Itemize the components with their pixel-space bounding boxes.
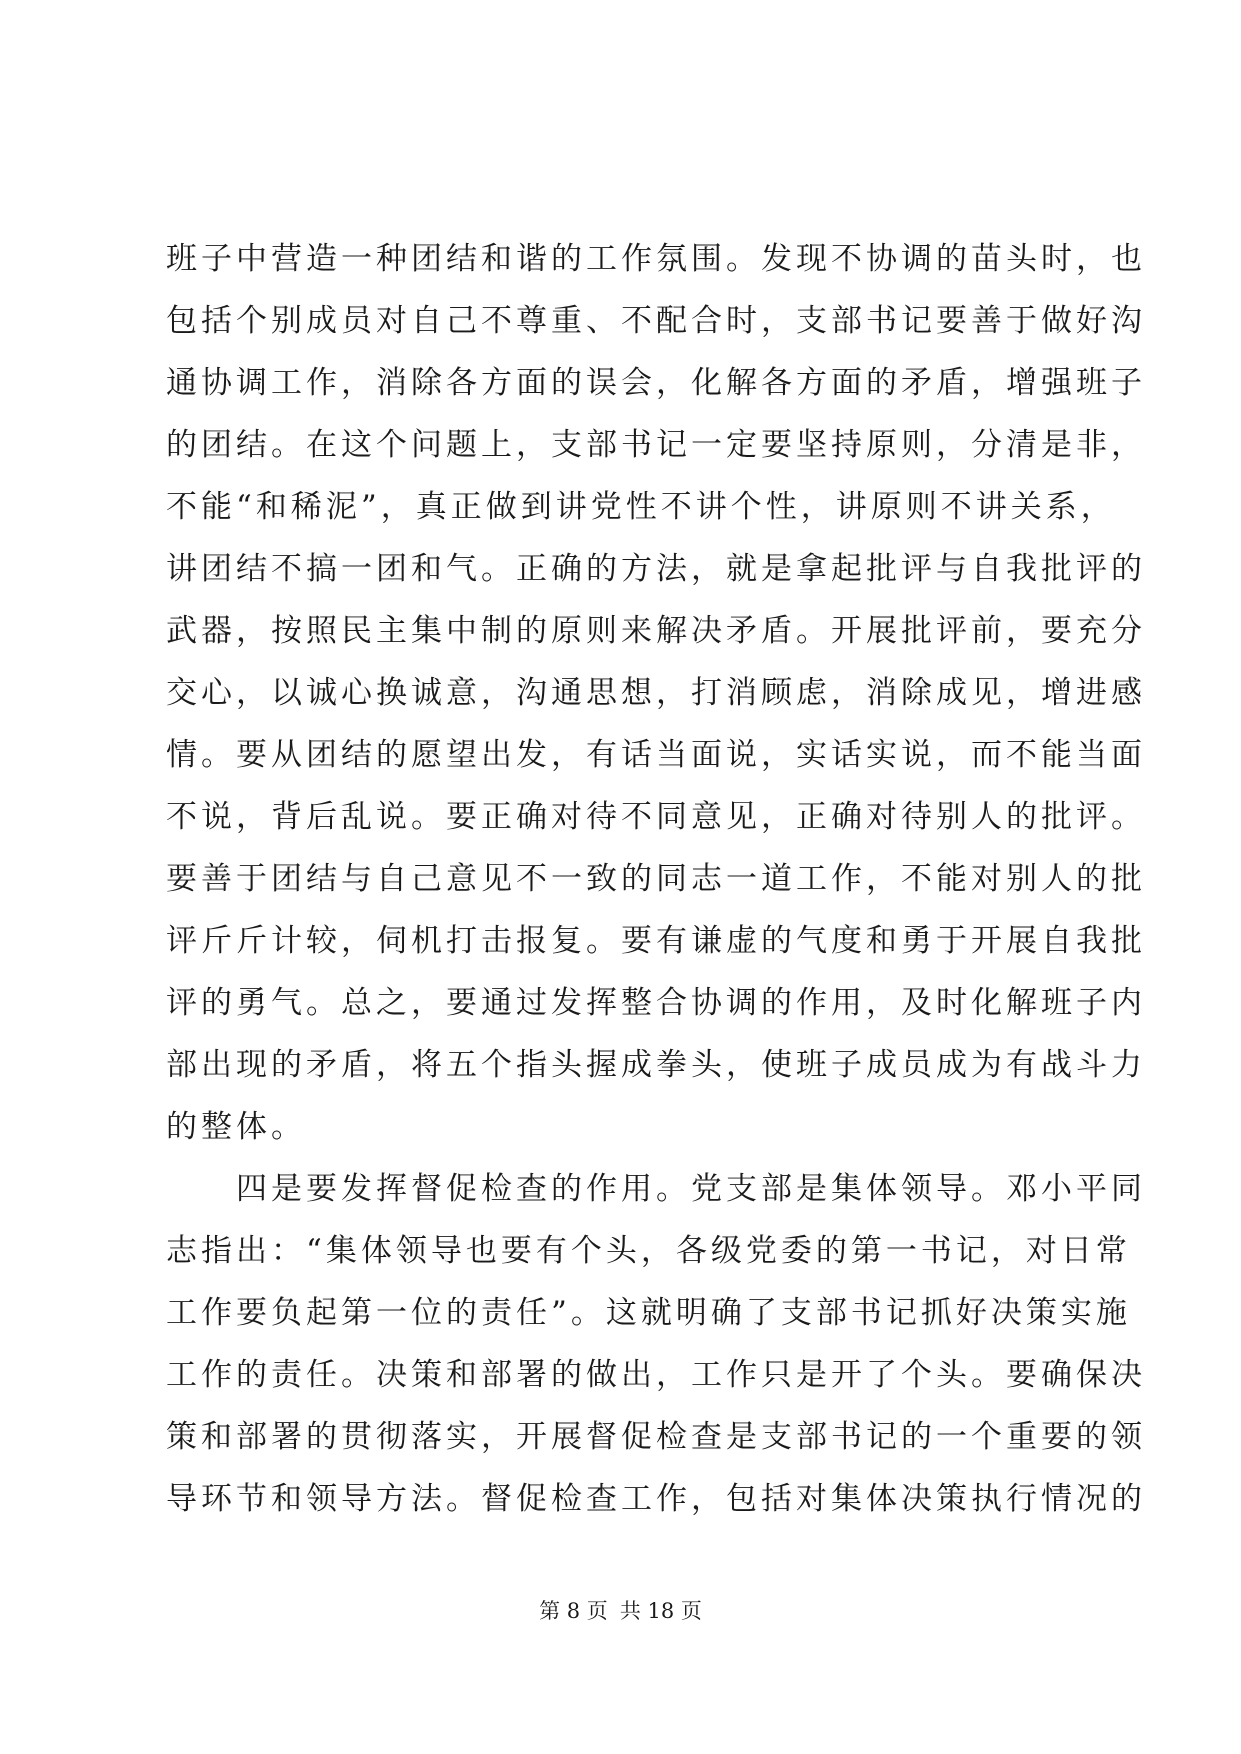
text-line: 的整体。 [166,1109,306,1145]
text-line: 工作的责任。决策和部署的做出，工作只是开了个头。要确保决 [166,1357,1146,1393]
page-footer [0,1596,1241,1626]
text-line: 班子中营造一种团结和谐的工作氛围。发现不协调的苗头时，也 [166,241,1146,277]
text-line: 评的勇气。总之，要通过发挥整合协调的作用，及时化解班子内 [166,985,1146,1021]
text-line: 包括个别成员对自己不尊重、不配合时，支部书记要善于做好沟 [166,303,1146,339]
text-line: 导环节和领导方法。督促检查工作，包括对集体决策执行情况的 [166,1481,1146,1517]
text-line: 武器，按照民主集中制的原则来解决矛盾。开展批评前，要充分 [166,613,1146,649]
total-pages: 共 18 页 [619,1599,702,1623]
text-line: 评斤斤计较，伺机打击报复。要有谦虚的气度和勇于开展自我批 [166,923,1146,959]
text-line: 不能“和稀泥”，真正做到讲党性不讲个性，讲原则不讲关系， [166,489,1116,525]
text-line: 讲团结不搞一团和气。正确的方法，就是拿起批评与自我批评的 [166,551,1146,587]
text-line: 通协调工作，消除各方面的误会，化解各方面的矛盾，增强班子 [166,365,1146,401]
text-line: 的团结。在这个问题上，支部书记一定要坚持原则，分清是非， [166,427,1146,463]
text-line: 交心，以诚心换诚意，沟通思想，打消顾虑，消除成见，增进感 [166,675,1146,711]
text-line: 部出现的矛盾，将五个指头握成拳头，使班子成员成为有战斗力 [166,1047,1146,1083]
text-line: 要善于团结与自己意见不一致的同志一道工作，不能对别人的批 [166,861,1146,897]
page-number: 第 8 页 [539,1599,608,1623]
text-line: 不说，背后乱说。要正确对待不同意见，正确对待别人的批评。 [166,799,1146,835]
text-line: 工作要负起第一位的责任”。这就明确了支部书记抓好决策实施 [166,1295,1131,1331]
text-line: 情。要从团结的愿望出发，有话当面说，实话实说，而不能当面 [166,737,1146,773]
text-line: 策和部署的贯彻落实，开展督促检查是支部书记的一个重要的领 [166,1419,1146,1455]
text-line: 志指出：“集体领导也要有个头，各级党委的第一书记，对日常 [166,1233,1131,1269]
text-line: 四是要发挥督促检查的作用。党支部是集体领导。邓小平同 [166,1171,1146,1207]
body-text [166,228,1146,1530]
